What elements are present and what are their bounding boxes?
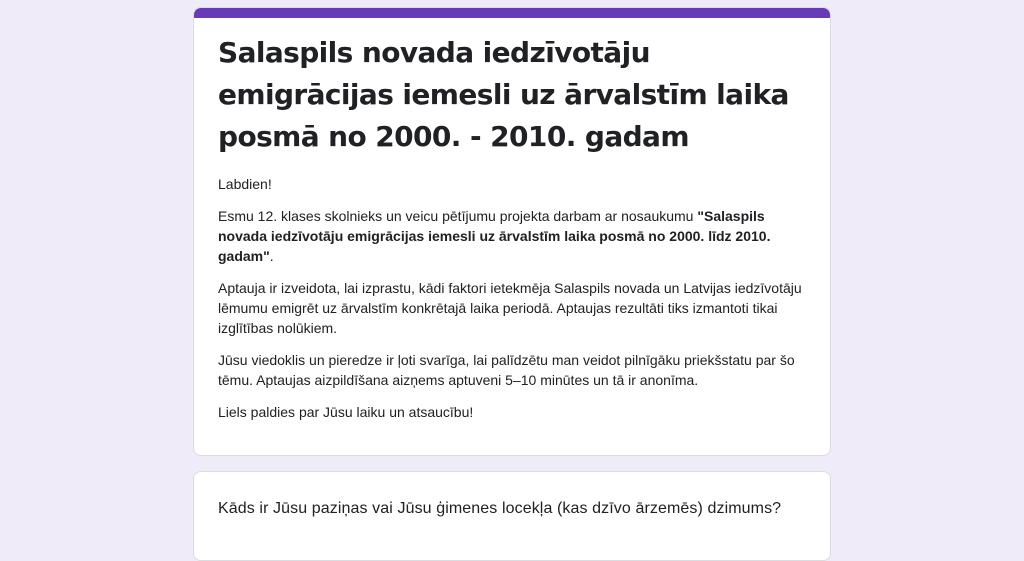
form-header-card	[193, 7, 831, 456]
form-title: Salaspils novada iedzīvotāju emigrācijas iemesli uz ārvalstīm laika posmā no 2000. - 2010. gadam	[218, 36, 789, 153]
description-intro-prefix: Esmu 12. klases skolnieks un veicu pētījumu projekta darbam ar nosaukumu	[218, 208, 698, 224]
question-card	[193, 471, 831, 561]
description-intro	[218, 206, 810, 266]
description-opinion: Jūsu viedoklis un pieredze ir ļoti svarīga, lai palīdzētu man veidot pilnīgāku priekšstatu par šo tēmu. Aptaujas aizpildīšana aizņems aptuveni 5–10 minūtes un tā ir anonīma.	[218, 352, 795, 388]
question-title: Kāds ir Jūsu paziņas vai Jūsu ģimenes locekļa (kas dzīvo ārzemēs) dzimums?	[218, 500, 782, 517]
description-project-title: "Salaspils novada iedzīvotāju emigrācijas iemesli uz ārvalstīm laika posmā no 2000. līdz 2010. gadam"	[218, 208, 771, 264]
description-intro-suffix: .	[269, 248, 274, 264]
form-accent-bar	[194, 8, 830, 18]
form-description	[218, 174, 810, 434]
description-thanks: Liels paldies par Jūsu laiku un atsaucību!	[218, 404, 474, 420]
description-purpose: Aptauja ir izveidota, lai izprastu, kādi faktori ietekmēja Salaspils novada un Latvijas iedzīvotāju lēmumu emigrēt uz ārvalstīm konkrētajā laika periodā. Aptaujas rezultāti tiks izmantoti tikai izglītības nolūkiem.	[218, 280, 802, 336]
description-greeting: Labdien!	[218, 176, 272, 192]
